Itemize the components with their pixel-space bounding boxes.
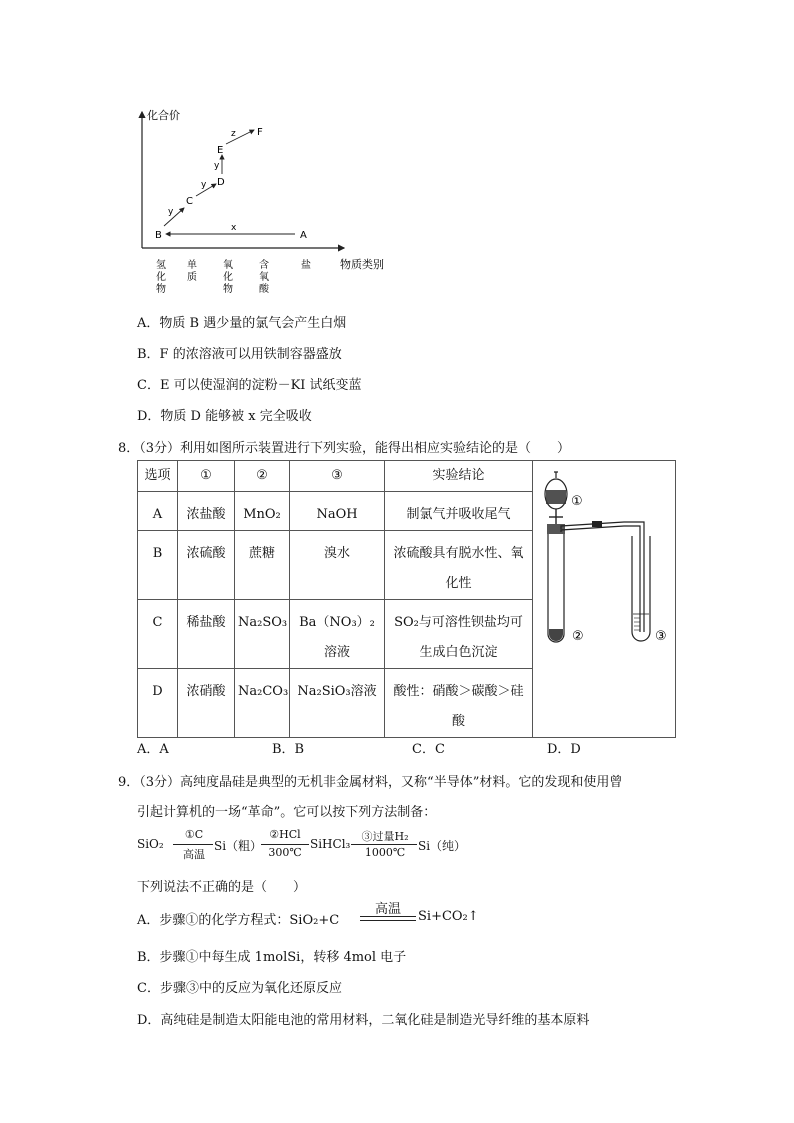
svg-text:化: 化 — [223, 272, 233, 283]
svg-text:氧: 氧 — [259, 272, 269, 283]
header-conclusion: 实验结论 — [385, 461, 533, 492]
svg-text:物: 物 — [223, 284, 233, 295]
equation-condition: 高温 — [374, 902, 401, 917]
svg-text:氢: 氢 — [156, 260, 166, 271]
route-si-crude: Si（粗） — [214, 839, 263, 853]
test-tube-1-icon — [548, 534, 564, 642]
route-arrow2-icon — [261, 844, 309, 845]
q7-option-a: A．物质 B 遇少量的氯气会产生白烟 — [137, 316, 347, 331]
q9-stem-line1: 9．（3分）高纯度晶硅是典型的无机非金属材料，又称“半导体”材料。它的发现和使用曾 — [118, 775, 623, 790]
route-arrow1-icon — [173, 844, 213, 845]
category-element — [187, 258, 197, 283]
svg-text:盐: 盐 — [301, 260, 311, 271]
q9-option-d: D．高纯硅是制造太阳能电池的常用材料，二氧化硅是制造光导纤维的基本原料 — [137, 1013, 590, 1028]
route-sio2: SiO₂ — [137, 837, 164, 851]
route-arrow2-top: ②HCl — [269, 828, 301, 841]
table-row: B 浓硫酸 蔗糖 溴水 浓硫酸具有脱水性、氧化性 — [138, 531, 676, 600]
q8-answer-a: A．A — [137, 742, 169, 757]
category-oxyacid — [259, 258, 270, 295]
q9-stem-line2: 引起计算机的一场“革命”。它可以按下列方法制备： — [137, 805, 437, 820]
point-D: D — [217, 177, 225, 188]
q9-option-c: C．步骤③中的反应为氧化还原反应 — [137, 981, 342, 996]
apparatus-diagram — [534, 464, 675, 726]
header-2: ② — [235, 461, 290, 492]
point-F: F — [257, 127, 263, 138]
svg-text:①: ① — [570, 494, 583, 509]
route-arrow3-icon — [351, 844, 417, 845]
q9-option-b: B．步骤①中每生成 1molSi，转移 4mol 电子 — [137, 950, 407, 965]
arrow-y2-label: y — [201, 180, 207, 190]
q9-route — [137, 828, 637, 862]
category-salt — [301, 258, 311, 271]
route-arrow3-bottom: 1000℃ — [364, 846, 406, 859]
point-E: E — [217, 145, 224, 156]
q7-option-b: B．F 的浓溶液可以用铁制容器盛放 — [137, 347, 342, 362]
arrow-x-label: x — [231, 223, 237, 233]
q9-option-a: A．步骤①的化学方程式：SiO₂+C 高温 Si+CO₂↑ — [137, 900, 537, 930]
svg-text:③: ③ — [654, 629, 667, 644]
y-axis-label: 化合价 — [147, 109, 180, 122]
route-arrow1-bottom: 高温 — [183, 848, 205, 861]
apparatus-cell — [533, 461, 676, 738]
category-hydride — [156, 258, 166, 295]
route-arrow1-top: ①C — [184, 828, 204, 841]
q8-answer-b: B．B — [272, 742, 305, 757]
arrow-y3-label: y — [214, 161, 220, 171]
equals-sign-icon — [360, 916, 416, 921]
header-1: ① — [178, 461, 235, 492]
q7-option-d: D．物质 D 能够被 x 完全吸收 — [137, 409, 312, 424]
svg-text:氧: 氧 — [223, 260, 233, 271]
arrow-y1 — [164, 208, 184, 226]
valence-chart — [130, 104, 400, 300]
svg-text:单: 单 — [187, 260, 197, 271]
svg-text:物: 物 — [156, 284, 166, 295]
point-B: B — [155, 230, 162, 241]
table-row: D 浓硝酸 Na₂CO₃ Na₂SiO₃溶液 酸性：硝酸＞碳酸＞硅酸 — [138, 669, 676, 738]
q9-question: 下列说法不正确的是（ ） — [137, 880, 307, 895]
route-sihcl3: SiHCl₃ — [310, 837, 351, 851]
q8-table — [137, 460, 676, 738]
table-header-row — [138, 461, 676, 492]
arrow-z-label: z — [231, 129, 236, 139]
svg-text:质: 质 — [187, 272, 197, 283]
x-axis-label: 物质类别 — [340, 258, 384, 271]
point-C: C — [186, 196, 193, 207]
q8-answer-d: D．D — [547, 742, 581, 757]
header-3: ③ — [290, 461, 385, 492]
q8-stem: 8．（3分）利用如图所示装置进行下列实验，能得出相应实验结论的是（ ） — [118, 441, 571, 456]
table-row: C 稀盐酸 Na₂SO₃ Ba（NO₃）₂溶液 SO₂与可溶性钡盐均可生成白色沉淀 — [138, 600, 676, 669]
svg-text:化: 化 — [156, 272, 166, 283]
point-A: A — [300, 230, 307, 241]
route-arrow3-top: ③过量H₂ — [361, 830, 409, 843]
svg-text:②: ② — [571, 629, 584, 644]
table-row: A 浓盐酸 MnO₂ NaOH 制氯气并吸收尾气 — [138, 492, 676, 531]
q8-answer-c: C．C — [412, 742, 445, 757]
test-tube-2-icon — [632, 536, 650, 641]
q7-option-c: C．E 可以使湿润的淀粉－KI 试纸变蓝 — [137, 378, 362, 393]
arrow-y1-label: y — [168, 207, 174, 217]
header-option: 选项 — [138, 461, 178, 492]
route-si-pure: Si（纯） — [418, 839, 467, 853]
svg-text:酸: 酸 — [259, 284, 269, 295]
svg-text:含: 含 — [259, 260, 269, 271]
category-oxide — [223, 258, 233, 295]
route-arrow2-bottom: 300℃ — [268, 846, 302, 859]
